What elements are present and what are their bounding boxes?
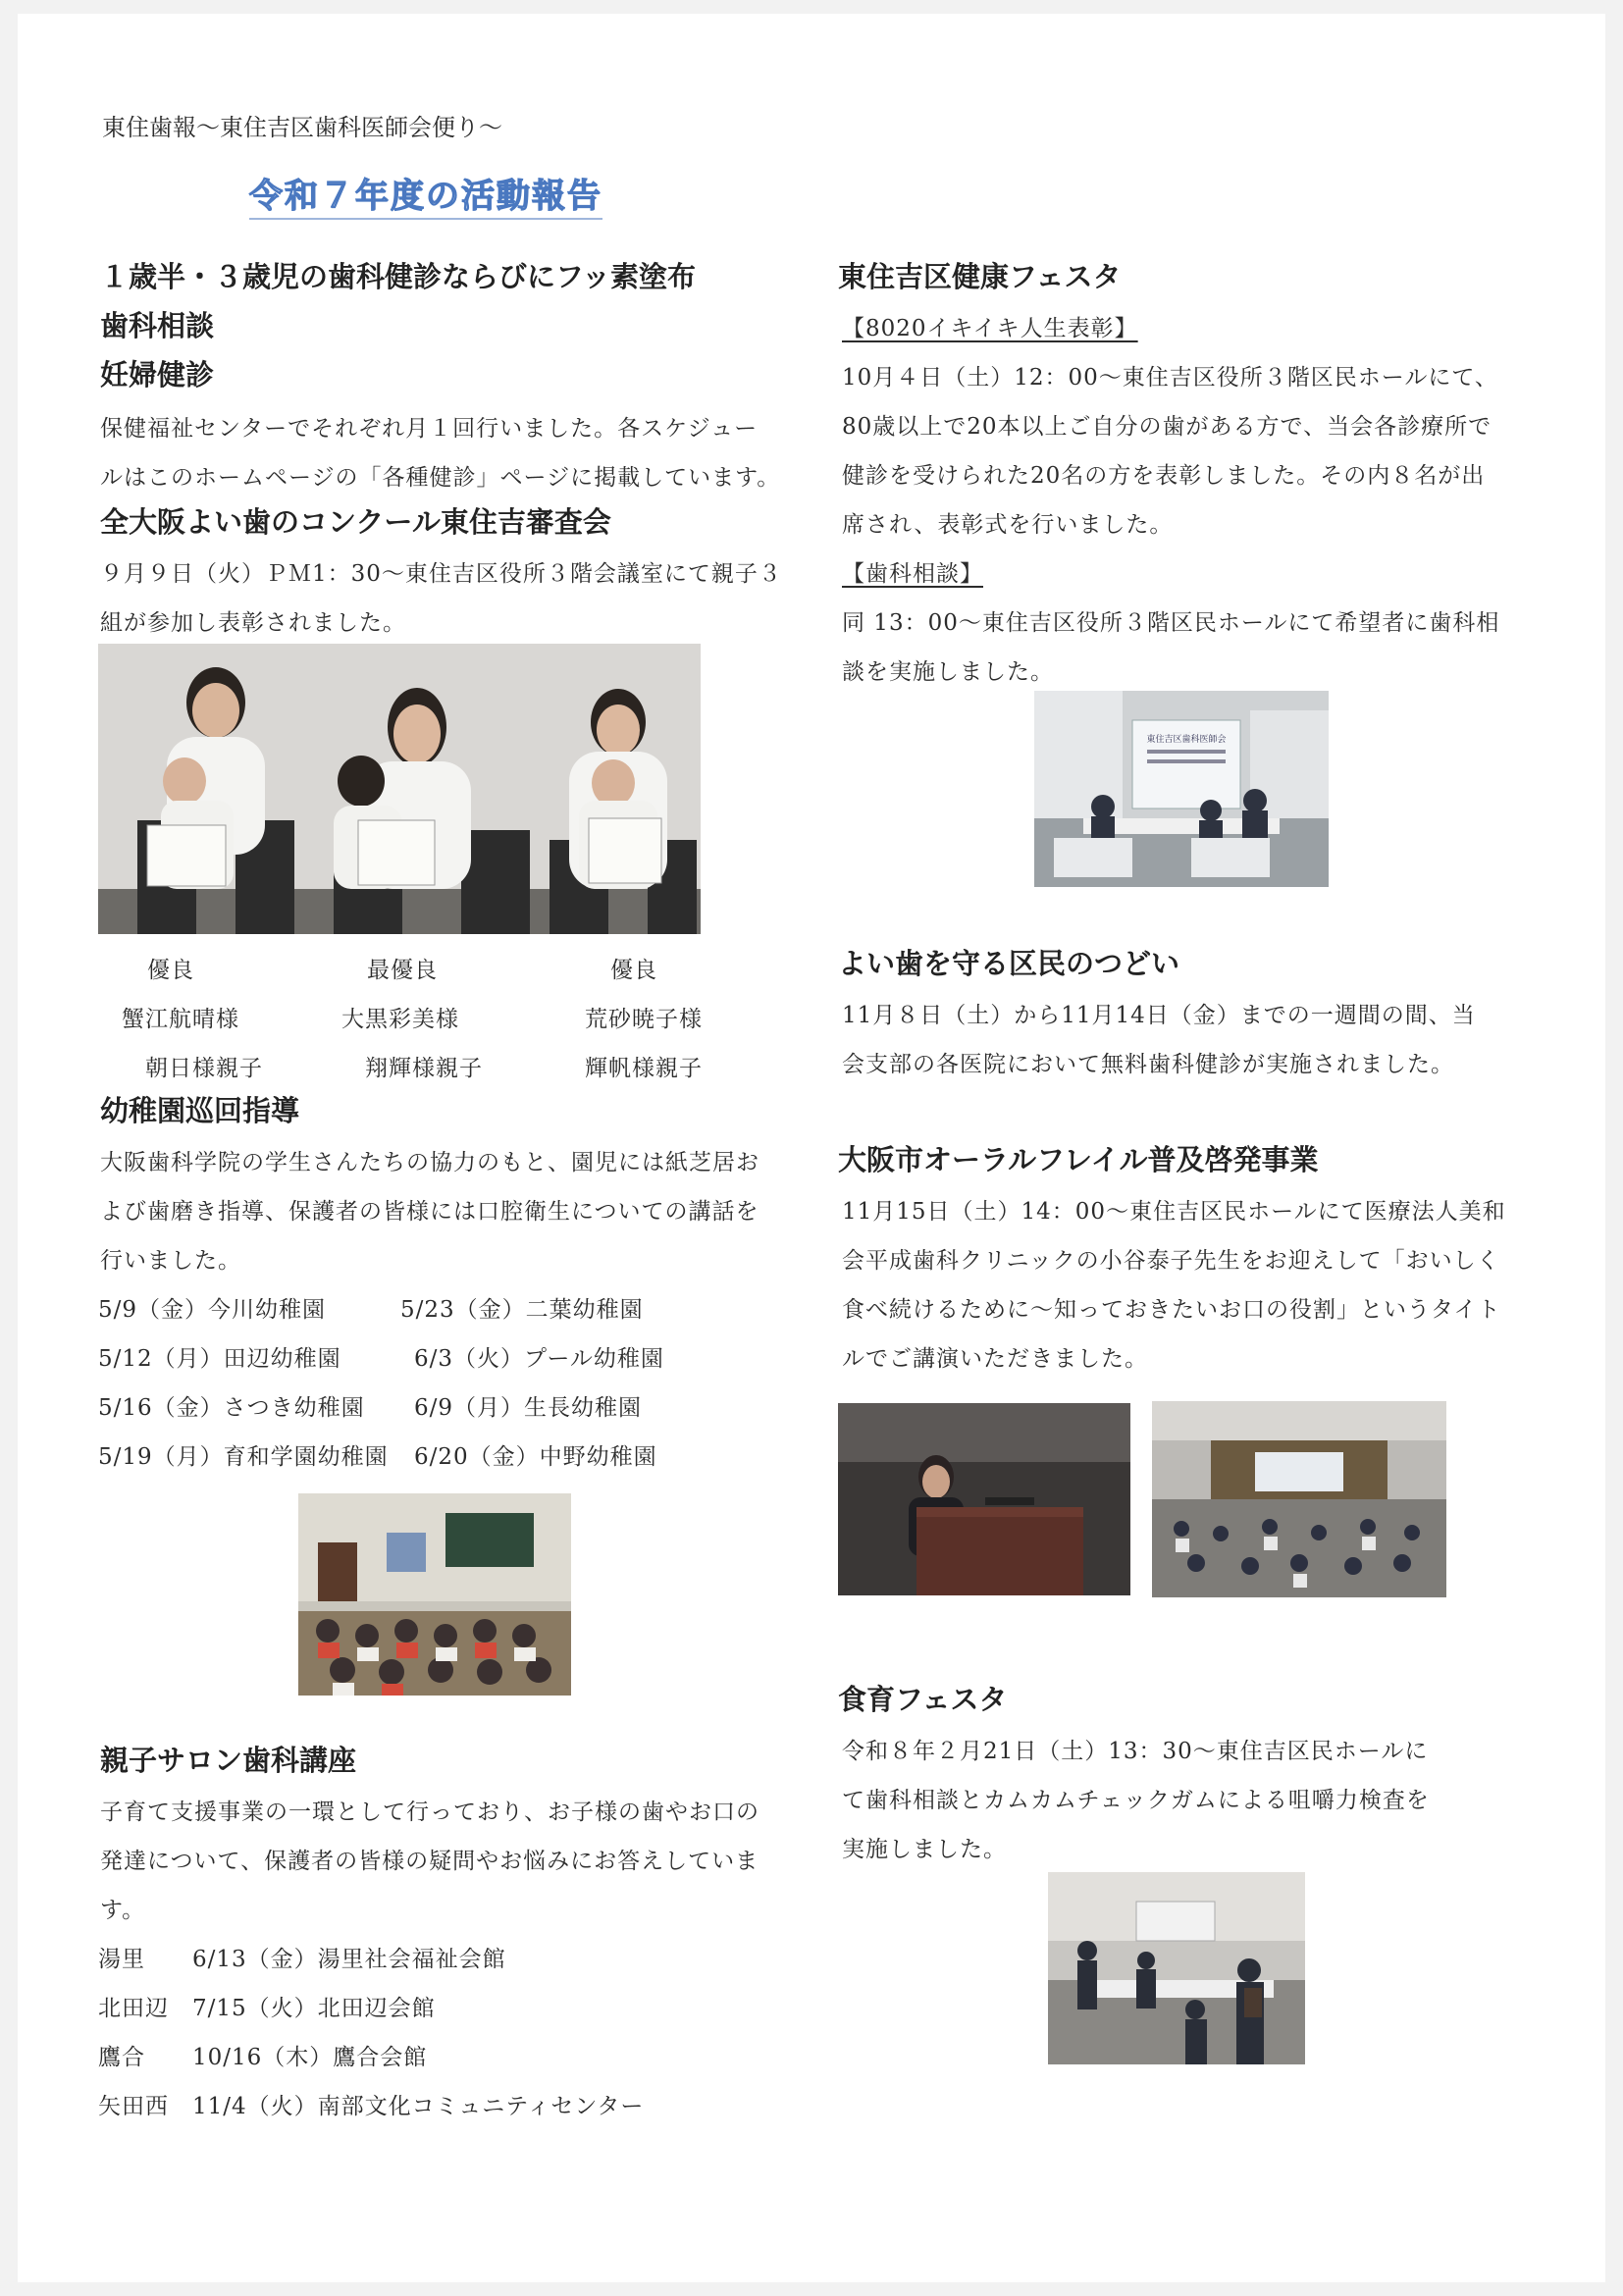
- salon-date: 11/4（火）南部文化コミュニティセンター: [192, 2094, 645, 2119]
- kindergarten-schedule-item: 5/12（月）田辺幼稚園: [98, 1346, 341, 1372]
- salon-heading: 親子サロン歯科講座: [100, 1744, 357, 1777]
- festa-award-text-line: 健診を受けられた20名の方を表彰しました。その内８名が出: [842, 463, 1486, 489]
- food-text-line: 令和８年２月21日（土）13：30～東住吉区民ホールに: [842, 1739, 1429, 1764]
- kindergarten-photo: [298, 1493, 571, 1696]
- checkup-text-line: 保健福祉センターでそれぞれ月１回行いました。各スケジュー: [100, 416, 759, 442]
- contest-text-line: ９月９日（火）ＰＭ1：30～東住吉区役所３階会議室にて親子３: [100, 561, 782, 587]
- gathering-heading: よい歯を守る区民のつどい: [838, 947, 1180, 980]
- food-festa-photo: [1048, 1872, 1305, 2064]
- checkup-text-line: ルはこのホームページの「各種健診」ページに掲載しています。: [100, 465, 781, 491]
- festa-award-text-line: 10月４日（土）12：00～東住吉区役所３階区民ホールにて、: [842, 365, 1498, 391]
- checkup-heading-2: 歯科相談: [100, 309, 215, 342]
- kindergarten-schedule-item: 5/19（月）育和学園幼稚園: [98, 1444, 389, 1470]
- salon-area: 北田辺: [98, 1996, 169, 2021]
- kindergarten-text-line: よび歯磨き指導、保護者の皆様には口腔衛生についての講話を: [100, 1199, 759, 1225]
- kindergarten-schedule-item: 6/20（金）中野幼稚園: [414, 1444, 657, 1470]
- lecture-hall-photo: [1152, 1401, 1446, 1597]
- award-rank: 優良: [147, 958, 194, 983]
- award-name: 大黒彩美様: [341, 1007, 459, 1032]
- award-family: 翔輝様親子: [365, 1056, 483, 1081]
- kindergarten-schedule-item: 6/3（火）プール幼稚園: [414, 1346, 664, 1372]
- salon-date: 7/15（火）北田辺会館: [192, 1996, 436, 2021]
- contest-family-photo: [98, 644, 701, 934]
- page-title: 令和７年度の活動報告: [249, 175, 602, 220]
- salon-text-line: 子育て支援事業の一環として行っており、お子様の歯やお口の: [100, 1800, 759, 1825]
- frail-text-line: ルでご講演いただきました。: [842, 1346, 1148, 1372]
- kindergarten-schedule-item: 5/23（金）二葉幼稚園: [400, 1297, 644, 1323]
- salon-text-line: 発達について、保護者の皆様の疑問やお悩みにお答えしていま: [100, 1849, 759, 1874]
- salon-area: 鷹合: [98, 2045, 145, 2070]
- award-family: 輝帆様親子: [585, 1056, 703, 1081]
- contest-text-line: 組が参加し表彰されました。: [100, 610, 406, 636]
- photo-sign-text: 東住吉区歯科医師会: [1146, 735, 1227, 745]
- newsletter-name: 東住歯報～東住吉区歯科医師会便り～: [102, 114, 502, 141]
- festa-award-text-line: 80歳以上で20本以上ご自分の歯がある方で、当会各診療所で: [842, 414, 1492, 440]
- festa-award-text-line: 席され、表彰式を行いました。: [842, 512, 1174, 538]
- award-name: 荒砂暁子様: [585, 1007, 703, 1032]
- contest-heading: 全大阪よい歯のコンクール東住吉審査会: [100, 505, 611, 539]
- kindergarten-schedule-item: 5/16（金）さつき幼稚園: [98, 1395, 365, 1421]
- newsletter-page: [18, 14, 1605, 2282]
- salon-date: 10/16（木）鷹合会館: [192, 2045, 428, 2070]
- frail-text-line: 食べ続けるために～知っておきたいお口の役割」というタイト: [842, 1297, 1501, 1323]
- food-text-line: て歯科相談とカムカムチェックガムによる咀嚼力検査を: [842, 1788, 1430, 1813]
- salon-area: 矢田西: [98, 2094, 169, 2119]
- salon-area: 湯里: [98, 1947, 145, 1972]
- kindergarten-text-line: 大阪歯科学院の学生さんたちの協力のもと、園児には紙芝居お: [100, 1150, 759, 1175]
- festa-award-subheading: 【8020イキイキ人生表彰】: [842, 316, 1138, 341]
- festa-consult-text-line: 談を実施しました。: [842, 659, 1054, 685]
- checkup-heading-3: 妊婦健診: [100, 358, 215, 391]
- gathering-text-line: 11月８日（土）から11月14日（金）までの一週間の間、当: [842, 1003, 1476, 1028]
- food-heading: 食育フェスタ: [838, 1683, 1008, 1716]
- award-name: 蟹江航晴様: [122, 1007, 239, 1032]
- kindergarten-schedule-item: 6/9（月）生長幼稚園: [414, 1395, 643, 1421]
- festa-consult-subheading: 【歯科相談】: [842, 561, 983, 587]
- salon-text-line: す。: [100, 1898, 146, 1923]
- festa-consult-text-line: 同 13：00～東住吉区役所３階区民ホールにて希望者に歯科相: [842, 610, 1500, 636]
- festa-heading: 東住吉区健康フェスタ: [838, 260, 1122, 293]
- salon-date: 6/13（金）湯里社会福祉会館: [192, 1947, 506, 1972]
- award-family: 朝日様親子: [145, 1056, 263, 1081]
- frail-text-line: 会平成歯科クリニックの小谷泰子先生をお迎えして「おいしく: [842, 1248, 1500, 1274]
- kindergarten-schedule-item: 5/9（金）今川幼稚園: [98, 1297, 327, 1323]
- gathering-text-line: 会支部の各医院において無料歯科健診が実施されました。: [842, 1052, 1454, 1077]
- award-rank: 優良: [610, 958, 657, 983]
- kindergarten-heading: 幼稚園巡回指導: [100, 1094, 300, 1127]
- kindergarten-text-line: 行いました。: [100, 1248, 241, 1274]
- checkup-heading-1: １歳半・３歳児の歯科健診ならびにフッ素塗布: [100, 260, 696, 293]
- frail-heading: 大阪市オーラルフレイル普及啓発事業: [838, 1143, 1319, 1176]
- award-rank: 最優良: [367, 958, 438, 983]
- food-text-line: 実施しました。: [842, 1837, 1007, 1862]
- lecture-speaker-photo: [838, 1403, 1130, 1595]
- frail-text-line: 11月15日（土）14：00～東住吉区民ホールにて医療法人美和: [842, 1199, 1506, 1225]
- festa-consultation-photo: [1034, 691, 1329, 887]
